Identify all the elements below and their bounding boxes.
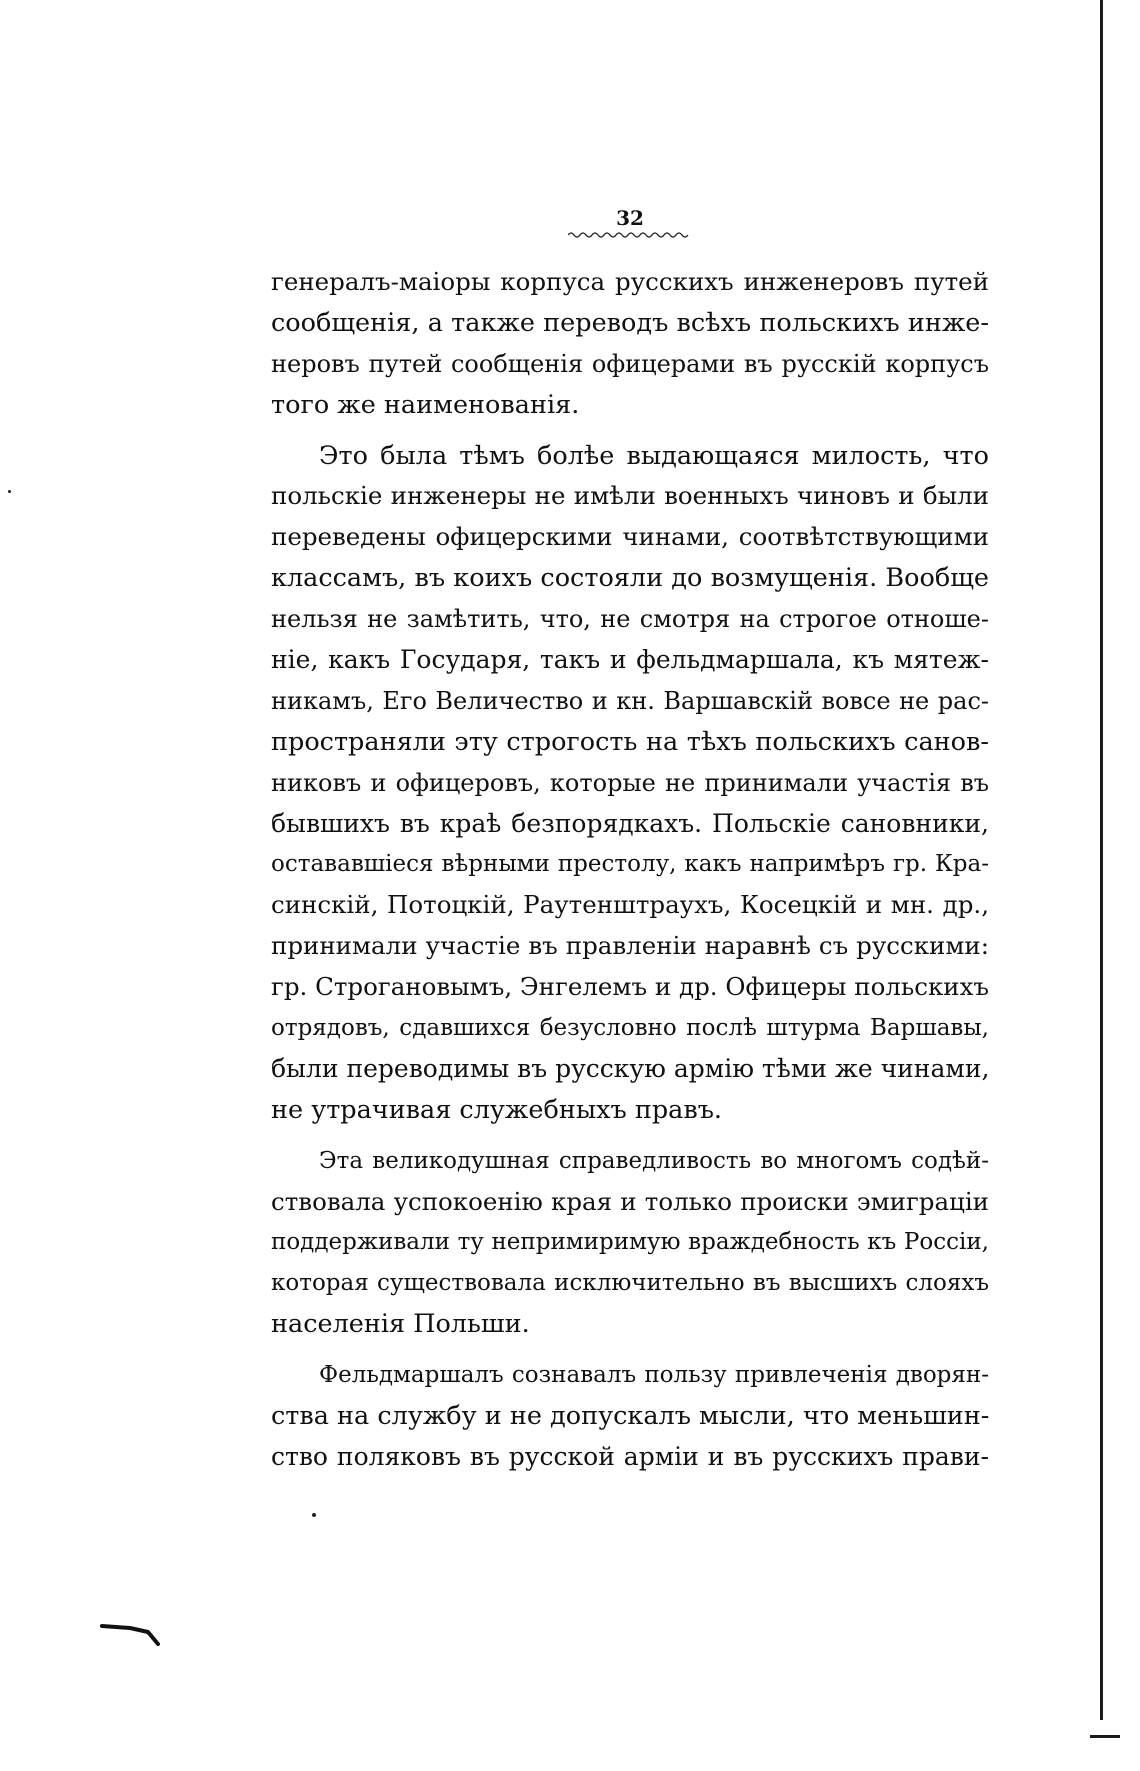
page-number: 32 (616, 206, 644, 230)
text-line: не утрачивая служебныхъ правъ. (271, 1094, 723, 1125)
paragraph (271, 262, 989, 426)
text-line: ствовала успокоенію края и только происки эмиграціи (271, 1186, 989, 1216)
text-line: польскіе инженеры не имѣли военныхъ чиновъ и были (271, 481, 989, 511)
text-line: сообщенія, а также переводъ всѣхъ польскихъ инже- (271, 307, 989, 338)
text-line: Это была тѣмъ болѣе выдающаяся милость, что (319, 440, 989, 471)
text-line: населенія Польши. (271, 1309, 530, 1340)
text-line: классамъ, въ коихъ состояли до возмущенія. Вообще (271, 563, 989, 594)
stray-ink-mark (100, 1620, 170, 1646)
text-line: ніе, какъ Государя, такъ и фельдмаршала, къ мятеж- (271, 645, 989, 675)
text-line: пространяли эту строгость на тѣхъ польскихъ санов- (271, 726, 989, 757)
text-line: поддерживали ту непримиримую враждебность къ Россіи, (271, 1229, 989, 1256)
text-line: которая существовала исключительно въ высшихъ слояхъ (271, 1270, 989, 1297)
page-edge-line (1100, 0, 1103, 1720)
text-line: никамъ, Его Величество и кн. Варшавскій вовсе не рас- (271, 686, 989, 715)
text-line: переведены офицерскими чинами, соотвѣтствующими (271, 522, 989, 552)
text-line: бывшихъ въ краѣ безпорядкахъ. Польскіе сановники, (271, 808, 989, 838)
text-line: генералъ-маіоры корпуса русскихъ инженеровъ путей (271, 267, 989, 296)
text-line: синскій, Потоцкій, Раутенштраухъ, Косецкій и мн. др., (271, 890, 989, 920)
text-line: того же наименованія. (271, 389, 580, 420)
text-line: были переводимы въ русскую армію тѣми же чинами, (271, 1053, 990, 1083)
stray-dot (312, 1513, 316, 1517)
text-line: отрядовъ, сдавшихся безусловно послѣ штурма Варшавы, (271, 1015, 989, 1042)
text-line: неровъ путей сообщенія офицерами въ русскій корпусъ (271, 349, 989, 378)
text-line: Фельдмаршалъ сознавалъ пользу привлеченія дворян- (319, 1362, 989, 1389)
page-edge-tick (1090, 1735, 1120, 1738)
text-line: нельзя не замѣтить, что, не смотря на строгое отноше- (271, 605, 989, 634)
text-line: никовъ и офицеровъ, которые не принимали участія въ (271, 768, 989, 797)
stray-dot (8, 490, 11, 493)
text-line: ство поляковъ въ русской арміи и въ русскихъ прави- (271, 1441, 989, 1471)
wavy-rule-ornament (568, 230, 690, 240)
paragraph (271, 1355, 989, 1478)
text-line: Эта великодушная справедливость во многомъ содѣй- (319, 1147, 989, 1174)
text-line: ства на службу и не допускалъ мысли, что меньшин- (271, 1401, 990, 1432)
paragraph (271, 1141, 989, 1345)
text-line: гр. Строгановымъ, Энгелемъ и др. Офицеры польскихъ (271, 972, 989, 1002)
paragraph (271, 436, 989, 1131)
text-line: остававшіеся вѣрными престолу, какъ напримѣръ гр. Кра- (271, 851, 989, 878)
text-body (271, 262, 989, 1478)
text-line: принимали участіе въ правленіи наравнѣ съ русскими: (271, 931, 989, 961)
